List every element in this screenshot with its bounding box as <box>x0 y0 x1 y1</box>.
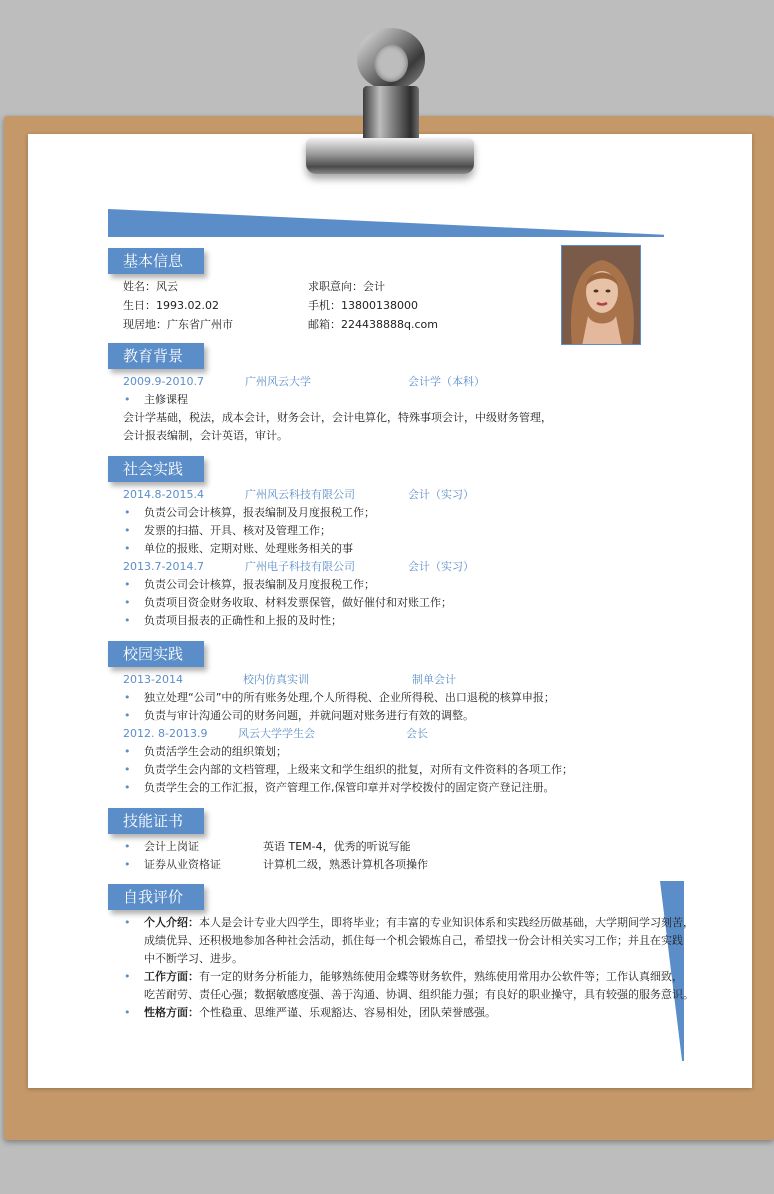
social-job-period: 2014.8-2015.4 <box>123 488 204 501</box>
skill-item: • 证券从业资格证 <box>144 857 221 873</box>
list-item: • 负责公司会计核算，报表编制及月度报税工作； <box>144 505 375 521</box>
courses-label: • 主修课程 <box>144 392 188 408</box>
campus-job-org: 校内仿真实训 <box>243 673 309 686</box>
clip-base <box>306 138 474 174</box>
self-work-label: 工作方面： <box>144 970 199 983</box>
clip-hole <box>374 44 408 82</box>
social-job-role: 会计（实习） <box>408 560 474 573</box>
self-intro-text: 本人是会计专业大四学生，即将毕业；有丰富的专业知识体系和实践经历做基础，大学期间学习刻苦， <box>199 916 694 929</box>
list-item: • 单位的报账、定期对账、处理账务相关的事 <box>144 541 353 557</box>
social-job-company: 广州电子科技有限公司 <box>245 560 355 573</box>
courses-line-2: 会计报表编制，会计英语，审计。 <box>123 429 288 442</box>
self-work-line-2: 吃苦耐劳、责任心强；数据敏感度强、善于沟通、协调、组织能力强；有良好的职业操守，具有较强的服务意识。 <box>144 988 694 1001</box>
courses-line-1: 会计学基础，税法，成本会计，财务会计，会计电算化，特殊事项会计，中级财务管理， <box>123 411 552 424</box>
self-work-line-1 <box>144 969 683 985</box>
list-item: • 负责活学生会动的组织策划； <box>144 744 287 760</box>
self-work-text: 有一定的财务分析能力，能够熟练使用金蝶等财务软件，熟练使用常用办公软件等；工作认真细致， <box>199 970 683 983</box>
campus-job-period: 2012. 8-2013.9 <box>123 727 208 740</box>
self-personality-label: 性格方面： <box>144 1006 199 1019</box>
campus-job-org: 风云大学学生会 <box>238 727 315 740</box>
list-item: • 负责项目报表的正确性和上报的及时性； <box>144 613 342 629</box>
profile-photo <box>561 245 641 345</box>
job-intention-field: 求职意向：会计 <box>308 280 385 293</box>
section-title-social: 社会实践 <box>108 456 204 482</box>
education-period: 2009.9-2010.7 <box>123 375 204 388</box>
list-item: • 发票的扫描、开具、核对及管理工作； <box>144 523 331 539</box>
list-item: • 独立处理“公司”中的所有账务处理,个人所得税、企业所得税、出口退税的核算申报； <box>144 690 555 706</box>
address-field: 现居地：广东省广州市 <box>123 318 233 331</box>
list-item: • 负责学生会的工作汇报，资产管理工作,保管印章并对学校拨付的固定资产登记注册。 <box>144 780 555 796</box>
self-intro-label: 个人介绍： <box>144 916 199 929</box>
section-title-self: 自我评价 <box>108 884 204 910</box>
social-job-company: 广州风云科技有限公司 <box>245 488 355 501</box>
section-title-skills: 技能证书 <box>108 808 204 834</box>
section-title-campus: 校园实践 <box>108 641 204 667</box>
self-intro-line-2: 成绩优异、还积极地参加各种社会活动，抓住每一个机会锻炼自己，希望找一份会计相关实习工作；并且在实践 <box>144 934 683 947</box>
name-field: 姓名：风云 <box>123 280 178 293</box>
phone-field: 手机：13800138000 <box>308 299 418 312</box>
birth-field: 生日：1993.02.02 <box>123 299 219 312</box>
campus-job-role: 制单会计 <box>412 673 456 686</box>
list-item: • 负责学生会内部的文档管理，上级来文和学生组织的批复，对所有文件资料的各项工作； <box>144 762 573 778</box>
skill-detail: 计算机二级，熟悉计算机各项操作 <box>263 858 428 871</box>
skill-detail: 英语 TEM-4，优秀的听说写能 <box>263 840 411 853</box>
campus-job-role: 会长 <box>406 727 428 740</box>
list-item: • 负责公司会计核算，报表编制及月度报税工作； <box>144 577 375 593</box>
list-item: • 负责项目资金财务收取、材料发票保管，做好催付和对账工作； <box>144 595 452 611</box>
list-item: • 负责与审计沟通公司的财务问题，并就问题对账务进行有效的调整。 <box>144 708 474 724</box>
social-job-role: 会计（实习） <box>408 488 474 501</box>
social-job-period: 2013.7-2014.7 <box>123 560 204 573</box>
self-personality-line <box>144 1005 496 1021</box>
education-school: 广州风云大学 <box>245 375 311 388</box>
education-major: 会计学（本科） <box>408 375 485 388</box>
section-title-education: 教育背景 <box>108 343 204 369</box>
email-field: 邮箱：224438888q.com <box>308 318 438 331</box>
portrait-icon <box>562 246 641 345</box>
section-title-basic: 基本信息 <box>108 248 204 274</box>
self-intro-line-1 <box>144 915 694 931</box>
clip-neck <box>363 86 419 144</box>
self-personality-text: 个性稳重、思维严谨、乐观豁达、容易相处，团队荣誉感强。 <box>199 1006 496 1019</box>
skill-item: • 会计上岗证 <box>144 839 199 855</box>
self-intro-line-3: 中不断学习、进步。 <box>144 952 243 965</box>
campus-job-period: 2013-2014 <box>123 673 183 686</box>
